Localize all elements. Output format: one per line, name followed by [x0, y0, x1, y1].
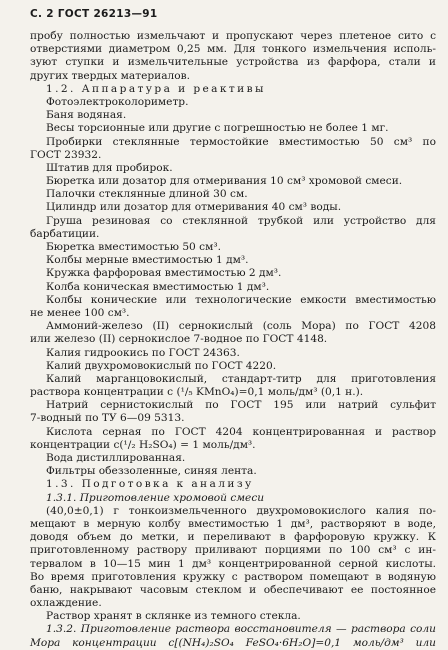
- page-header: С. 2 ГОСТ 26213—91: [30, 8, 158, 20]
- text-line: 1.3.2. Приготовление раствора восстановителя — раствора соли: [46, 623, 436, 636]
- text-line: Калий двухромовокислый по ГОСТ 4220.: [46, 359, 277, 372]
- text-line: зуют ступки и измельчительные устройства из фарфора, стали и: [30, 56, 436, 69]
- text-line: 1.2. Аппаратура и реактивы: [46, 82, 266, 95]
- text-line: Кружка фарфоровая вместимостью 2 дм³.: [46, 267, 282, 280]
- body-text: [30, 30, 436, 650]
- text-line: концентрации c(¹/₂ H₂SO₄) = 1 моль/дм³.: [30, 438, 256, 451]
- text-line: других твердых материалов.: [30, 69, 190, 82]
- text-line: не менее 100 см³.: [30, 306, 130, 319]
- text-line: Во время приготовления кружку с раствором помещают в водяную: [30, 570, 436, 583]
- text-line: охлаждение.: [30, 597, 102, 610]
- text-line: (40,0±0,1) г тонкоизмельченного двухромовокислого калия по-: [46, 504, 436, 517]
- text-line: отверстиями диаметром 0,25 мм. Для тонкого измельчения исполь-: [30, 43, 436, 56]
- text-line: Кислота серная по ГОСТ 4204 концентрированная и раствор: [46, 425, 436, 438]
- text-line: Весы торсионные или другие с погрешностью не более 1 мг.: [46, 122, 389, 135]
- text-line: Цилиндр или дозатор для отмеривания 40 см³ воды.: [46, 201, 342, 214]
- text-line: Колба коническая вместимостью 1 дм³.: [46, 280, 270, 293]
- text-line: Бюретка вместимостью 50 см³.: [46, 241, 221, 253]
- text-line: Фотоэлектроколориметр.: [46, 95, 189, 108]
- text-line: Баня водяная.: [46, 109, 127, 122]
- text-line: или железо (II) сернокислое 7-водное по ГОСТ 4148.: [30, 333, 328, 346]
- text-line: Бюретка или дозатор для отмеривания 10 см³ хромовой смеси.: [46, 175, 403, 188]
- text-line: Колбы конические или технологические емкости вместимостью: [46, 293, 436, 306]
- text-line: 1.3.1. Приготовление хромовой смеси: [46, 491, 265, 504]
- text-line: 1.3. Подготовка к анализу: [46, 478, 254, 491]
- text-line: барбатиции.: [30, 227, 100, 240]
- text-line: Палочки стеклянные длиной 30 см.: [46, 188, 248, 201]
- text-line: раствора концентрации c (¹/₅ KMnO₄)=0,1 моль/дм³ (0,1 н.).: [30, 386, 364, 399]
- text-line: Фильтры обеззоленные, синяя лента.: [46, 465, 257, 478]
- text-line: Натрий сернистокислый по ГОСТ 195 или натрий сульфит: [46, 399, 436, 412]
- text-line: ГОСТ 23932.: [30, 148, 102, 161]
- text-line: Калия гидроокись по ГОСТ 24363.: [46, 346, 240, 359]
- text-line: баню, накрывают часовым стеклом и обеспечивают ее постоянное: [30, 583, 436, 596]
- text-line: Колбы мерные вместимостью 1 дм³.: [46, 254, 249, 267]
- text-line: тервалом в 10—15 мин 1 дм³ концентрированной серной кислоты.: [30, 557, 436, 570]
- text-line: Вода дистиллированная.: [46, 452, 186, 464]
- text-line: пробу полностью измельчают и пропускают через плетеное сито с: [30, 30, 436, 42]
- text-line: приготовленному раствору приливают порциями по 100 см³ с ин-: [30, 544, 436, 557]
- text-line: доводя объем до метки, и переливают в фарфоровую кружку. К: [30, 531, 436, 544]
- text-line: Раствор хранят в склянке из темного стекла.: [46, 610, 301, 623]
- text-line: Аммоний-железо (II) сернокислый (соль Мора) по ГОСТ 4208: [46, 320, 436, 333]
- text-line: Мора концентрации c[(NH₄)₂SO₄ FeSO₄·6H₂O]=0,1 моль/дм³ или: [30, 636, 436, 649]
- text-line: Штатив для пробирок.: [46, 161, 173, 174]
- text-line: 7-водный по ТУ 6—09 5313.: [30, 412, 185, 425]
- text-line: Груша резиновая со стеклянной трубкой или устройство для: [46, 214, 436, 227]
- text-line: мещают в мерную колбу вместимостью 1 дм³, растворяют в воде,: [30, 517, 436, 530]
- text-line: Калий марганцовокислый, стандарт-титр для приготовления: [46, 372, 436, 385]
- text-line: Пробирки стеклянные термостойкие вместимостью 50 см³ по: [46, 135, 436, 148]
